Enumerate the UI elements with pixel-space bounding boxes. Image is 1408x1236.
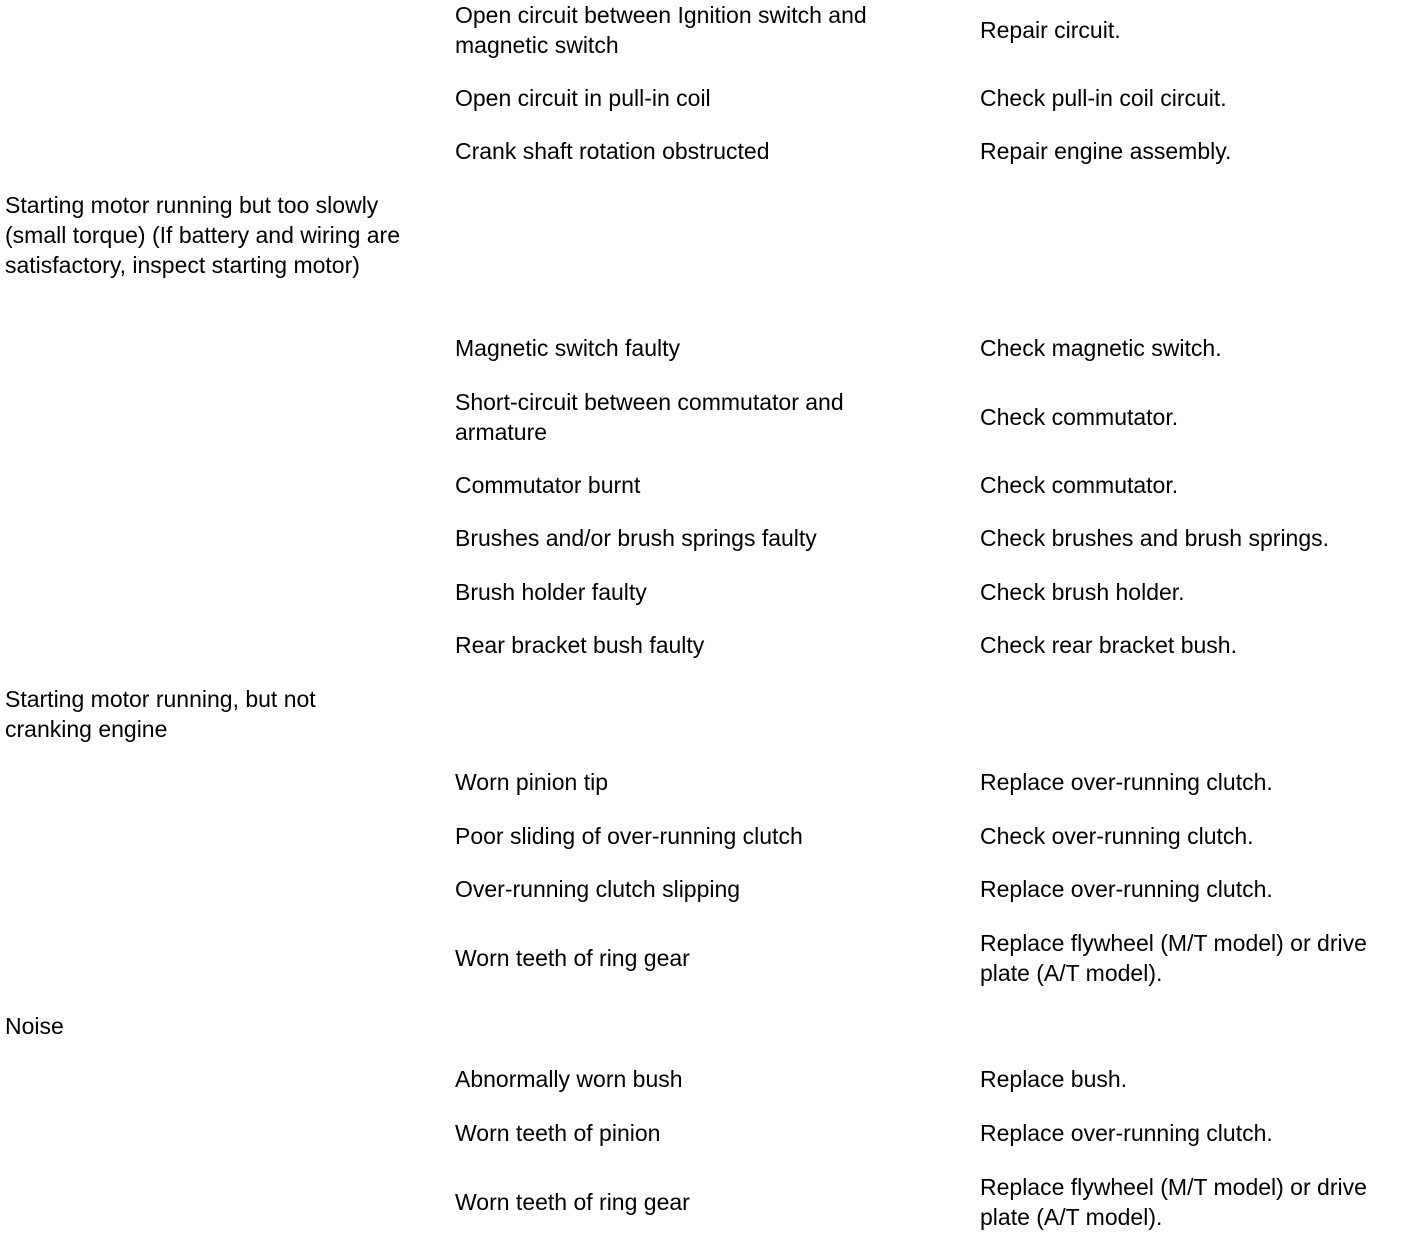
condition-cell: Starting motor running, but not cranking engine [5,686,316,742]
correction-cell: Replace flywheel (M/T model) or drive plate (A/T model). [980,1174,1367,1230]
correction-cell: Check commutator. [980,472,1179,498]
cause-cell: Over-running clutch slipping [455,876,741,902]
correction-cell: Replace over-running clutch. [980,769,1273,795]
correction-cell: Check brush holder. [980,579,1185,605]
cause-cell: Open circuit between Ignition switch and magnetic switch [455,2,867,58]
cause-cell: Worn teeth of pinion [455,1120,661,1146]
correction-cell: Check commutator. [980,404,1179,430]
correction-cell: Replace flywheel (M/T model) or drive plate (A/T model). [980,930,1367,986]
correction-cell: Repair circuit. [980,17,1121,43]
correction-cell: Check magnetic switch. [980,335,1222,361]
cause-cell: Abnormally worn bush [455,1066,683,1092]
condition-cell: Noise [5,1013,64,1039]
cause-cell: Open circuit in pull-in coil [455,85,711,111]
cause-cell: Commutator burnt [455,472,641,498]
cause-cell: Magnetic switch faulty [455,335,680,361]
cause-cell: Worn pinion tip [455,769,608,795]
correction-cell: Replace over-running clutch. [980,1120,1273,1146]
correction-cell: Check brushes and brush springs. [980,525,1330,551]
cause-cell: Crank shaft rotation obstructed [455,138,770,164]
correction-cell: Check over-running clutch. [980,823,1254,849]
correction-cell: Replace over-running clutch. [980,876,1273,902]
correction-cell: Replace bush. [980,1066,1128,1092]
cause-cell: Rear bracket bush faulty [455,632,705,658]
cause-cell: Worn teeth of ring gear [455,1189,690,1215]
correction-cell: Check rear bracket bush. [980,632,1237,658]
cause-cell: Brushes and/or brush springs faulty [455,525,817,551]
correction-cell: Repair engine assembly. [980,138,1232,164]
cause-cell: Brush holder faulty [455,579,647,605]
cause-cell: Short-circuit between commutator and armature [455,389,844,445]
correction-cell: Check pull-in coil circuit. [980,85,1227,111]
cause-cell: Poor sliding of over-running clutch [455,823,803,849]
cause-cell: Worn teeth of ring gear [455,945,690,971]
condition-cell: Starting motor running but too slowly (small torque) (If battery and wiring are satisfactory, inspect starting motor) [5,192,400,278]
